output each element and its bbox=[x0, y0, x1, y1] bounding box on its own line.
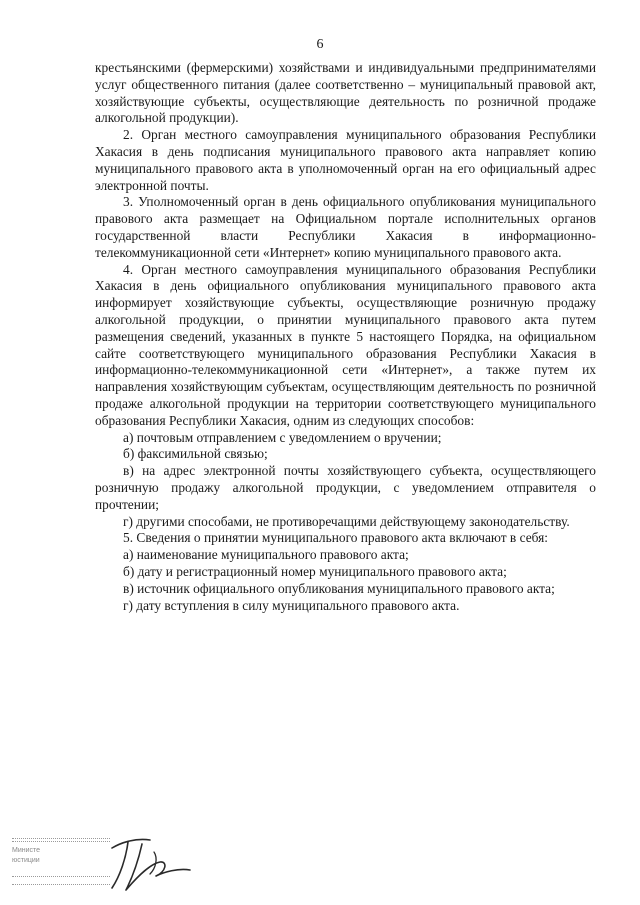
paragraph-item-5-g: г) дату вступления в силу муниципального правового акта. bbox=[123, 597, 460, 613]
signature-area bbox=[10, 828, 200, 898]
paragraph-item-5-a: а) наименование муниципального правового акта; bbox=[123, 547, 409, 563]
paragraph-continuation: крестьянскими (фермерскими) хозяйствами и индивидуальными предпринимателями услуг общественного питания (далее соответственно – муниципальный правовой акт, хозяйствующие субъекты, осуществляющие деятельность по розничной продаже алкогольной продукции). bbox=[95, 60, 596, 126]
paragraph-item-5: 5. Сведения о принятии муниципального правового акта включают в себя: bbox=[123, 530, 548, 546]
document-body bbox=[95, 60, 596, 614]
handwritten-signature bbox=[98, 828, 198, 898]
paragraph-subitem-g: г) другими способами, не противоречащими действующему законодательству. bbox=[123, 513, 570, 529]
stamp-line-2: юстиции bbox=[12, 857, 40, 864]
paragraph-subitem-b: б) факсимильной связью; bbox=[123, 446, 268, 462]
paragraph-subitem-a: а) почтовым отправлением с уведомлением о вручении; bbox=[123, 429, 442, 445]
page-number: 6 bbox=[316, 37, 324, 52]
stamp-line-1: Министе bbox=[12, 847, 41, 854]
registration-stamp bbox=[12, 836, 112, 891]
paragraph-item-4: 4. Орган местного самоуправления муниципального образования Республики Хакасия в день официального опубликования муниципального правового акта информирует хозяйствующие субъекты, осуществляющие розничную продажу алкогольной продукции, о принятии муниципального правового акта путем размещения сведений, указанных в пункте 5 настоящего Порядка, на официальном сайте соответствующего муниципального образования Республики Хакасия в информационно-телекоммуникационной сети «Интернет», а также путем их направления хозяйствующим субъектам, осуществляющим деятельность по розничной продаже алкогольной продукции на территории соответствующего муниципального образования Республики Хакасия, одним из следующих способов: bbox=[95, 261, 596, 428]
paragraph-item-5-v: в) источник официального опубликования муниципального правового акта; bbox=[123, 580, 555, 596]
paragraph-subitem-v: в) на адрес электронной почты хозяйствующего субъекта, осуществляющего розничную продажу алкогольной продукции, с уведомлением отправителя о прочтении; bbox=[95, 463, 596, 512]
paragraph-item-5-b: б) дату и регистрационный номер муниципального правового акта; bbox=[123, 563, 507, 579]
paragraph-item-3: 3. Уполномоченный орган в день официального опубликования муниципального правового акта размещает на Официальном портале исполнительных органов государственной власти Республики Хакасия в информационно-телекоммуникационной сети «Интернет» копию муниципального правового акта. bbox=[95, 194, 596, 260]
paragraph-item-2: 2. Орган местного самоуправления муниципального образования Республики Хакасия в день подписания муниципального правового акта направляет копию муниципального правового акта в уполномоченный орган на его официальный адрес электронной почты. bbox=[95, 127, 596, 193]
